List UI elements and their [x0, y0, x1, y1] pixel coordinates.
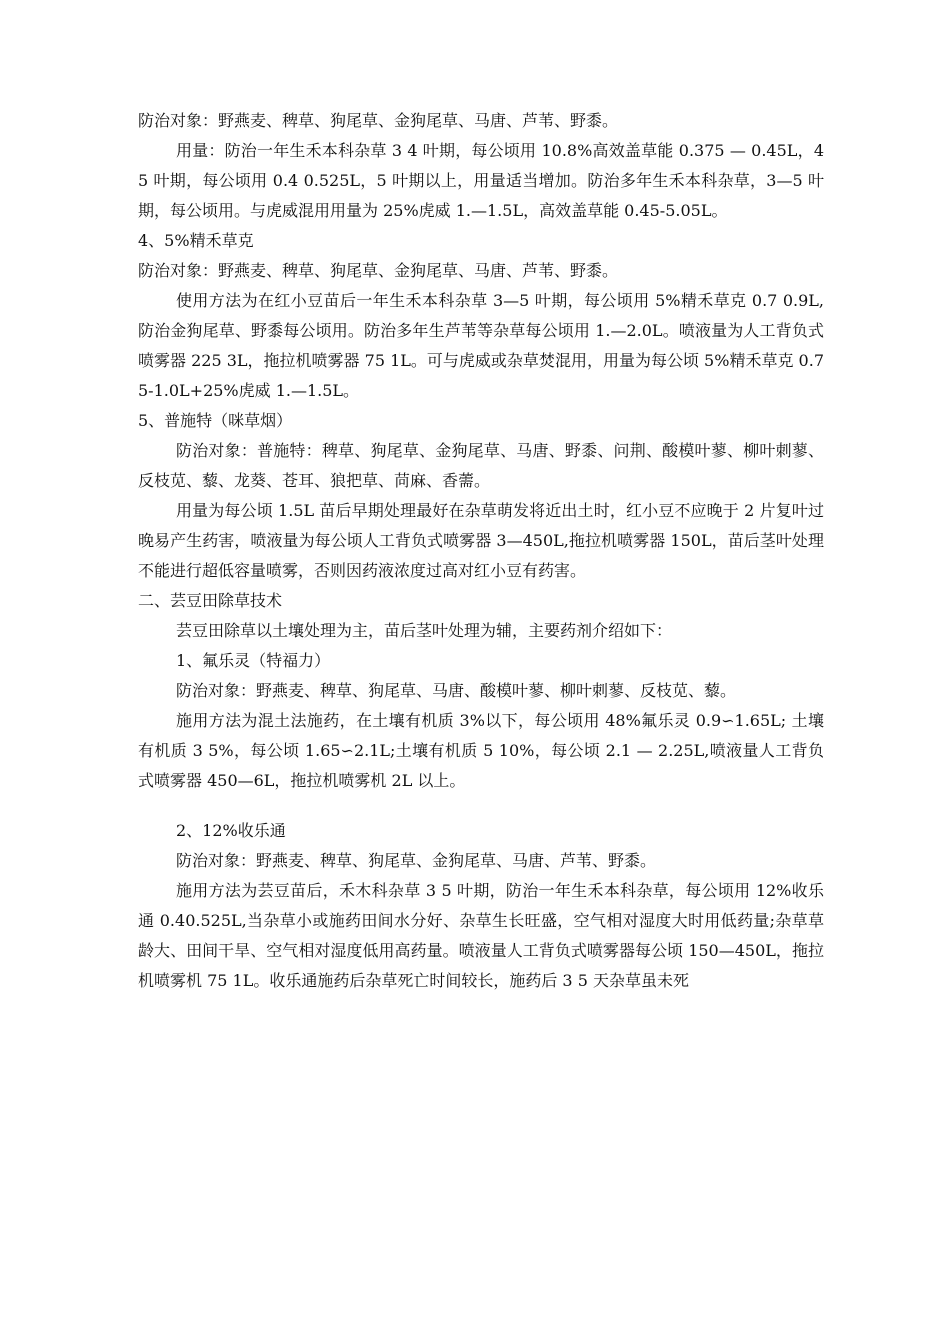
paragraph-usage-shouletong: 施用方法为芸豆苗后，禾木科杂草 3 5 叶期，防治一年生禾本科杂草，每公顷用 12%收乐通 0.40.525L,当杂草小或施药田间水分好、杂草生长旺盛，空气相对湿度大时用低药量;杂草草龄大、田间干旱、空气相对湿度低用高药量。喷液量人工背负式喷雾器每公顷 150—450L，拖拉机喷雾机 75 1L。收乐通施药后杂草死亡时间较长，施药后 3 5 天杂草虽未死 — [138, 881, 824, 990]
paragraph-spacer — [138, 796, 824, 816]
heading-pushite: 5、普施特（咪草烟） — [138, 411, 293, 430]
heading-fulueling: 1、氟乐灵（特福力） — [176, 651, 331, 670]
paragraph-target-pushite: 防治对象：普施特：稗草、狗尾草、金狗尾草、马唐、野黍、问荆、酸模叶蓼、柳叶刺蓼、反枝苋、藜、龙葵、苍耳、狼把草、苘麻、香薷。 — [138, 441, 824, 490]
heading-jinghecaoke: 4、5%精禾草克 — [138, 231, 254, 250]
heading-shouletong: 2、12%收乐通 — [176, 821, 286, 840]
paragraph-target-fulueling: 防治对象：野燕麦、稗草、狗尾草、马唐、酸模叶蓼、柳叶刺蓼、反枝苋、藜。 — [176, 681, 737, 700]
paragraph-target-weeds-2: 防治对象：野燕麦、稗草、狗尾草、金狗尾草、马唐、芦苇、野黍。 — [138, 261, 619, 280]
document-page — [138, 106, 824, 996]
paragraph-dosage-gaocaoneng: 用量：防治一年生禾本科杂草 3 4 叶期，每公顷用 10.8%高效盖草能 0.375 — 0.45L，4 5 叶期，每公顷用 0.4 0.525L，5 叶期以上，用量适当增加。防治多年生禾本科杂草，3—5 叶期，每公顷用。与虎威混用用量为 25%虎威 1.—1.5L，高效盖草能 0.45-5.05L。 — [138, 141, 824, 220]
paragraph-usage-jinghecaoke: 使用方法为在红小豆苗后一年生禾本科杂草 3—5 叶期，每公顷用 5%精禾草克 0.7 0.9L,防治金狗尾草、野黍每公顷用。防治多年生芦苇等杂草每公顷用 1.—2.0L。喷液量为人工背负式喷雾器 225 3L，拖拉机喷雾器 75 1L。可与虎威或杂草焚混用，用量为每公顷 5%精禾草克 0.75-1.0L+25%虎威 1.—1.5L。 — [138, 291, 824, 400]
paragraph-yundou-intro: 芸豆田除草以土壤处理为主，苗后茎叶处理为辅，主要药剂介绍如下： — [176, 621, 673, 640]
paragraph-dosage-pushite: 用量为每公顷 1.5L 苗后早期处理最好在杂草萌发将近出土时，红小豆不应晚于 2 片复叶过晚易产生药害，喷液量为每公顷人工背负式喷雾器 3—450L,拖拉机喷雾器 150L，苗后茎叶处理不能进行超低容量喷雾，否则因药液浓度过高对红小豆有药害。 — [138, 501, 824, 580]
paragraph-target-shouletong: 防治对象：野燕麦、稗草、狗尾草、金狗尾草、马唐、芦苇、野黍。 — [176, 851, 657, 870]
paragraph-usage-fulueling: 施用方法为混土法施药，在土壤有机质 3%以下，每公顷用 48%氟乐灵 0.9∽1.65L; 土壤有机质 3 5%，每公顷 1.65∽2.1L;土壤有机质 5 10%，每公顷 2.1 — 2.25L,喷液量人工背负式喷雾器 450—6L，拖拉机喷雾机 2L 以上。 — [138, 711, 824, 790]
paragraph-target-weeds: 防治对象：野燕麦、稗草、狗尾草、金狗尾草、马唐、芦苇、野黍。 — [138, 111, 619, 130]
section-heading-yundou: 二、芸豆田除草技术 — [138, 591, 283, 610]
